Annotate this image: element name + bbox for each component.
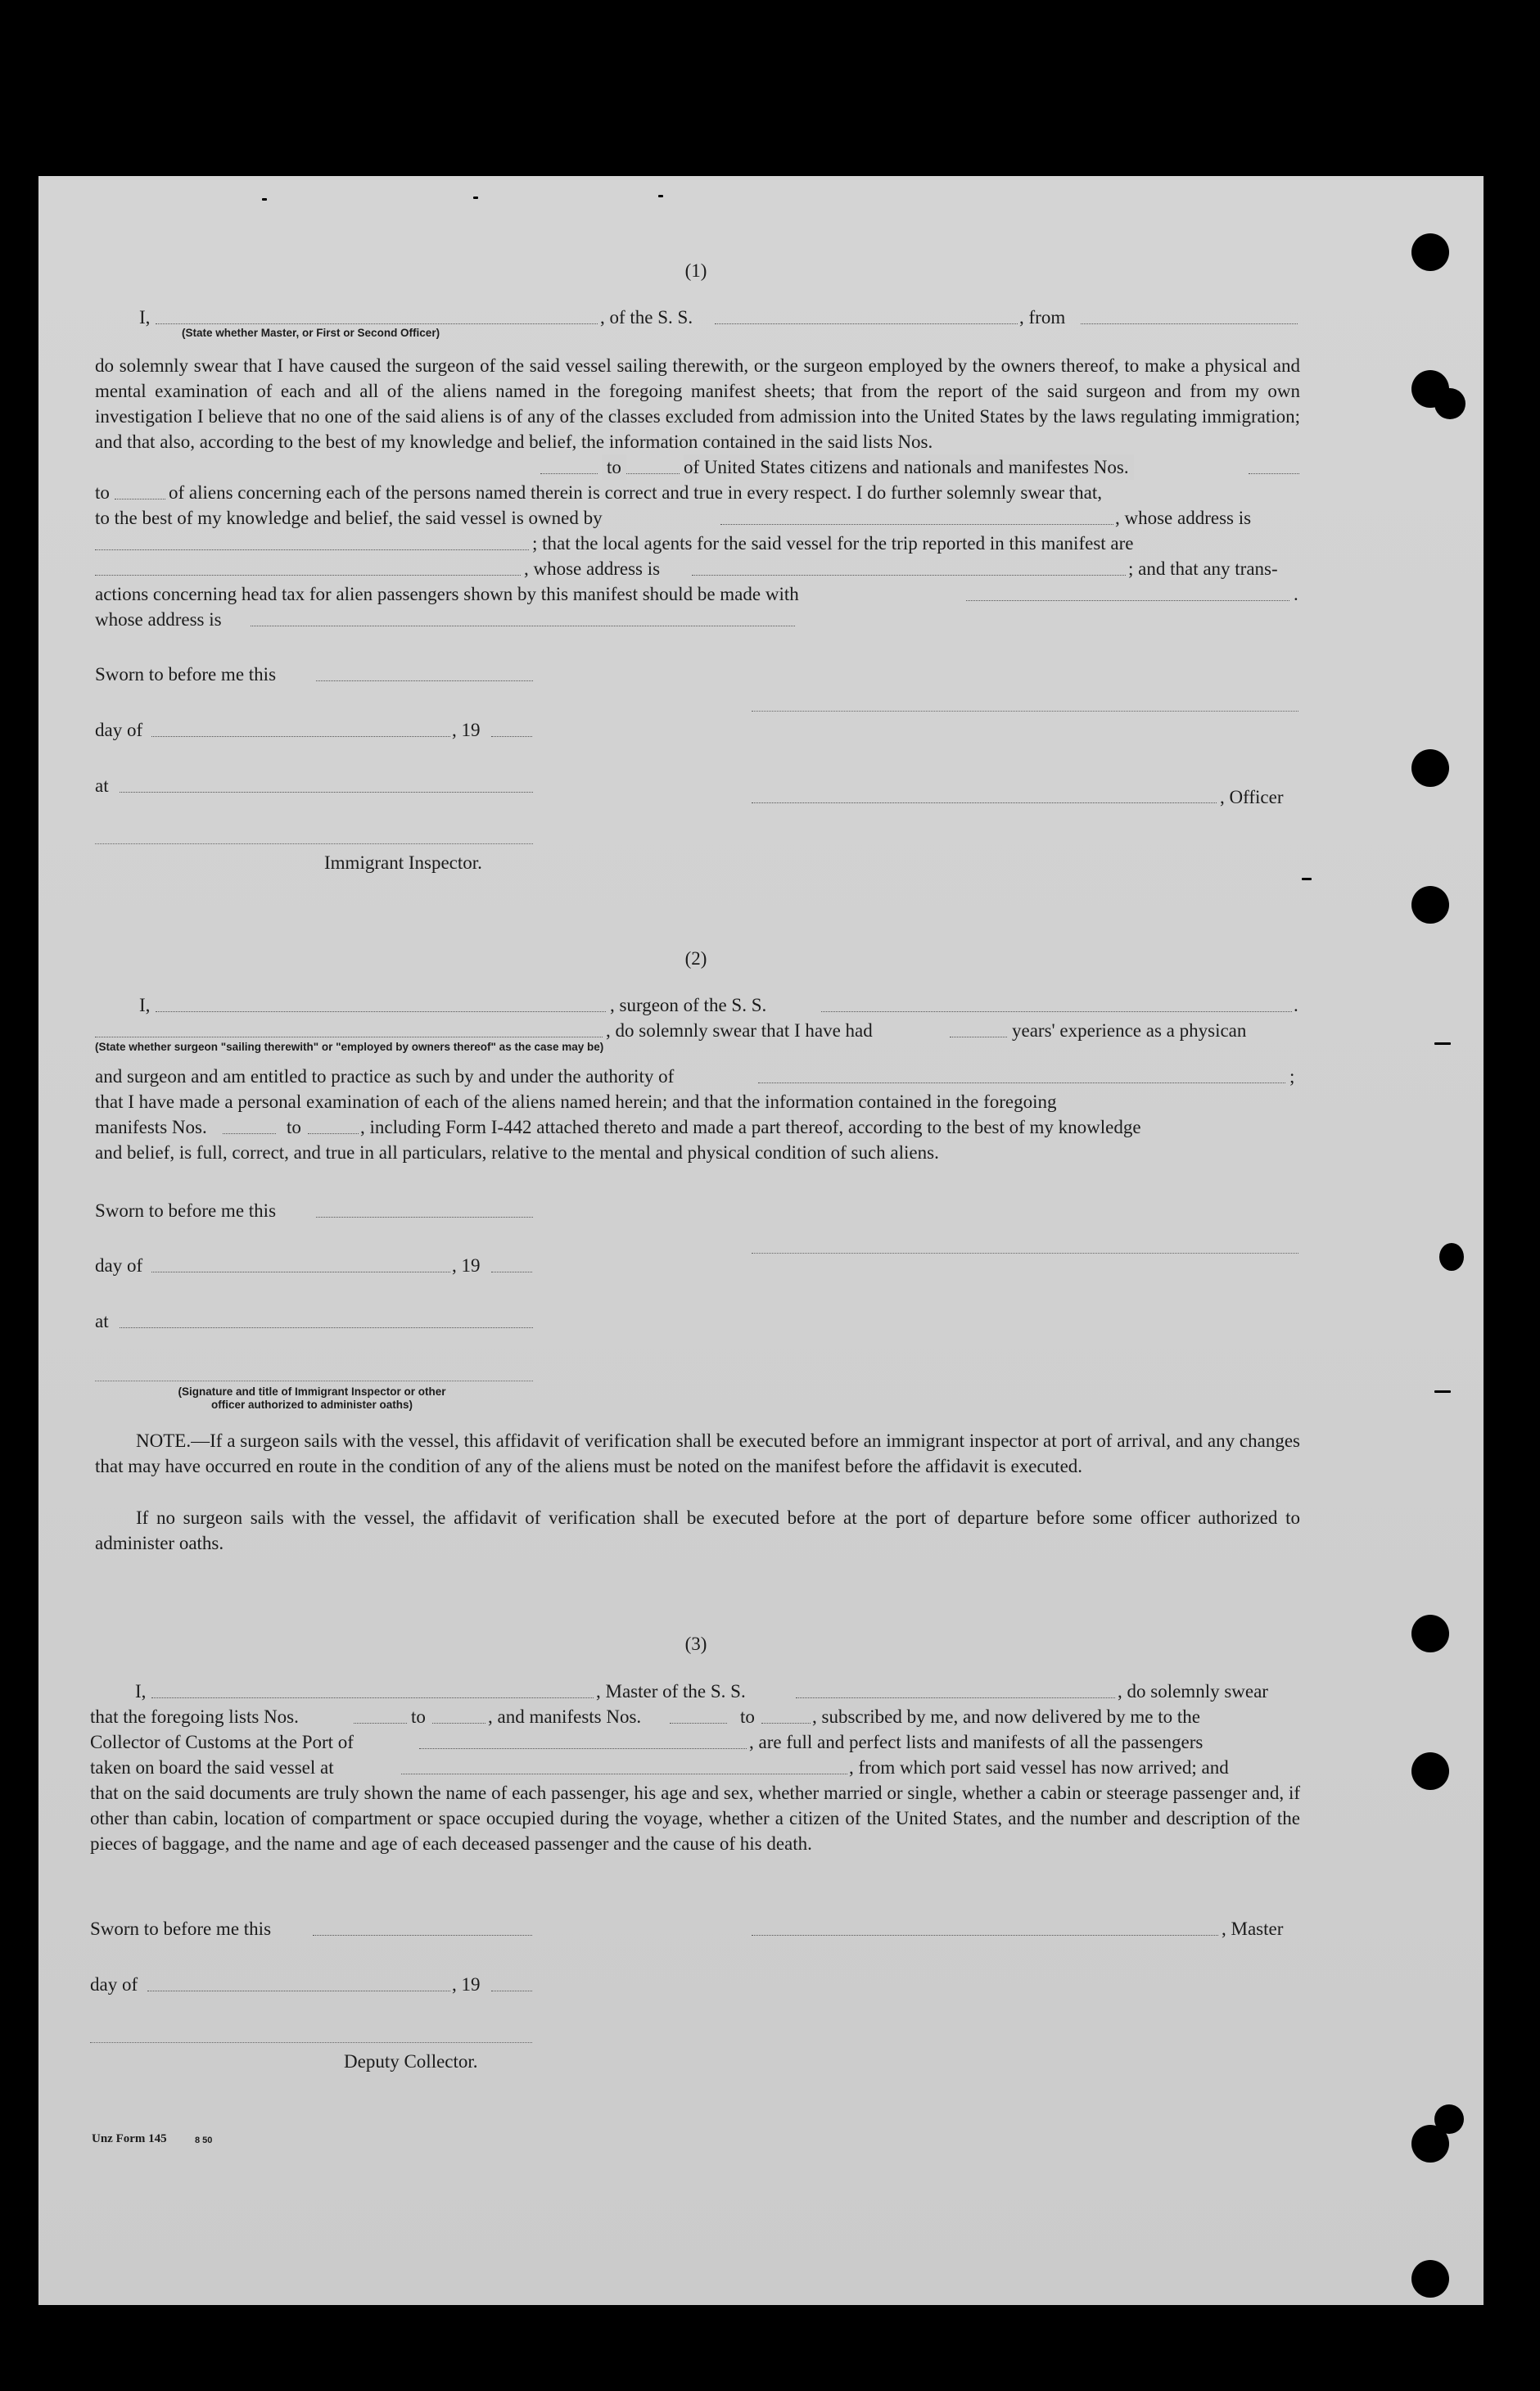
including-text: , including Form I-442 attached thereto and made a part thereof, according to the best of my knowledge	[360, 1117, 1141, 1137]
period: .	[1294, 584, 1298, 604]
sworn-label: Sworn to before me this	[95, 1200, 277, 1221]
master-name-field[interactable]	[151, 1697, 594, 1698]
do-solemnly-label: , do solemnly swear that I have had	[606, 1020, 873, 1041]
mark	[1434, 1042, 1451, 1045]
at-place-field[interactable]	[120, 792, 533, 793]
surgeon-signature-line[interactable]	[752, 1253, 1298, 1254]
taken-label: taken on board the said vessel at	[90, 1757, 334, 1778]
from-which-text: , from which port said vessel has now arrived; and	[849, 1757, 1229, 1778]
ship-name-field[interactable]	[821, 1011, 1292, 1012]
surgeon-of-label: , surgeon of the S. S.	[610, 995, 767, 1015]
manifests-nos-label: , and manifests Nos.	[488, 1706, 642, 1727]
punch-hole	[1411, 1615, 1449, 1652]
year-label: , 19	[452, 1974, 481, 1995]
of-ss-label: , of the S. S.	[600, 307, 693, 328]
ship-name-field[interactable]	[796, 1697, 1115, 1698]
sworn-label: Sworn to before me this	[95, 664, 277, 685]
owner-address-field[interactable]	[95, 549, 529, 550]
signature-line[interactable]	[752, 711, 1298, 712]
section-number: (3)	[684, 1634, 707, 1654]
punch-hole	[1411, 749, 1449, 787]
agents-address-field[interactable]	[692, 575, 1126, 576]
whose-address-label: whose address is	[95, 609, 222, 630]
mark	[473, 197, 478, 199]
form-id: Unz Form 145	[92, 2132, 167, 2145]
foregoing-label: that the foregoing lists Nos.	[90, 1706, 299, 1727]
sworn-label: Sworn to before me this	[90, 1919, 272, 1939]
i-label: I,	[139, 995, 151, 1015]
at-label: at	[95, 1311, 109, 1331]
officer-name-field[interactable]	[156, 323, 598, 324]
owned-by-label: to the best of my knowledge and belief, the said vessel is owned by	[95, 508, 603, 528]
whose-address-label: , whose address is	[524, 558, 661, 579]
mark	[262, 198, 267, 201]
master-label: , Master	[1222, 1919, 1284, 1939]
local-agents-label: ; that the local agents for the said vessel for the trip reported in this manifest are	[532, 533, 1134, 554]
deputy-signature-line[interactable]	[90, 2042, 532, 2043]
manifest-from-field[interactable]	[670, 1723, 727, 1724]
oath-paragraph: do solemnly swear that I have caused the surgeon of the said vessel sailing therewith, or the surgeon employed by the owners thereof, to make a physical and mental examination of each and all of the aliens named in the foregoing manifest sheets; that from the report of the said surgeon and from my own investigation I believe that no one of the said aliens is of any of the classes excluded from admission into the United States by the laws regulating immigration; and that also, according to the best of my knowledge and belief, the information contained in the said lists Nos.	[95, 355, 1300, 452]
citizen-list-from-field[interactable]	[540, 473, 598, 474]
punch-hole	[1434, 2104, 1464, 2134]
manifest-to-field[interactable]	[761, 1723, 811, 1724]
authority-label: and surgeon and am entitled to practice as such by and under the authority of	[95, 1066, 675, 1087]
day-of-label: day of	[95, 1255, 143, 1276]
port-field[interactable]	[419, 1748, 747, 1749]
list-to-field[interactable]	[432, 1723, 485, 1724]
actions-label: actions concerning head tax for alien passengers shown by this manifest should be made with	[95, 584, 799, 604]
inspector-signature-line[interactable]	[95, 843, 533, 844]
to-label: to	[287, 1117, 301, 1137]
from-label: , from	[1019, 307, 1066, 328]
owner-field[interactable]	[720, 524, 1113, 525]
mark	[1434, 1390, 1451, 1393]
note-paragraph: If no surgeon sails with the vessel, the affidavit of verification shall be executed before at the port of departure before some officer authorized to administer oaths.	[95, 1507, 1300, 1553]
sworn-date-field[interactable]	[313, 1935, 532, 1936]
whose-address-label: , whose address is	[1115, 508, 1252, 528]
declaration-paragraph: that on the said documents are truly shown the name of each passenger, his age and sex, whether married or single, whether a cabin or steerage passenger and, if other than cabin, location of compartment or space occupied during the voyage, whether a citizen of the United States, and the number and description of the pieces of baggage, and the name and age of each deceased passenger and the cause of his death.	[90, 1783, 1300, 1854]
day-of-field[interactable]	[151, 736, 450, 737]
to-label: to	[602, 454, 626, 480]
inspector-label: Immigrant Inspector.	[324, 852, 482, 873]
mark	[658, 195, 663, 197]
master-of-label: , Master of the S. S.	[596, 1681, 746, 1702]
section-number: (1)	[684, 260, 707, 281]
year-field[interactable]	[491, 736, 532, 737]
from-port-field[interactable]	[1081, 323, 1298, 324]
aliens-text: of aliens concerning each of the persons named therein is correct and true in every respect. I do further solemnly swear that,	[169, 482, 1102, 503]
i-label: I,	[139, 307, 151, 328]
officer-signature-field[interactable]	[752, 802, 1217, 803]
at-label: at	[95, 775, 109, 796]
signature-note-line1: (Signature and title of Immigrant Inspector or other	[178, 1385, 446, 1398]
transactions-label: ; and that any trans-	[1128, 558, 1278, 579]
punch-hole	[1434, 388, 1465, 419]
at-place-field[interactable]	[120, 1327, 533, 1328]
deputy-label: Deputy Collector.	[344, 2051, 478, 2072]
citizen-list-to-field[interactable]	[626, 473, 680, 474]
signature-note	[120, 1385, 504, 1412]
officer-note: (State whether Master, or First or Second Officer)	[182, 327, 440, 339]
punch-hole	[1411, 2260, 1449, 2298]
to-label: to	[95, 482, 110, 503]
day-of-label: day of	[90, 1974, 138, 1995]
section-number: (2)	[684, 948, 707, 969]
day-of-label: day of	[95, 720, 143, 740]
citizens-label: of United States citizens and nationals and manifestes Nos.	[684, 454, 1134, 480]
year-label: , 19	[452, 1255, 481, 1276]
to-label: to	[411, 1706, 426, 1727]
subscribed-text: , subscribed by me, and now delivered by me to the	[812, 1706, 1200, 1727]
years-label: years' experience as a physican	[1012, 1020, 1247, 1041]
punch-hole	[1411, 233, 1449, 271]
form-code: 8 50	[195, 2136, 213, 2145]
examination-text: that I have made a personal examination of each of the aliens named herein; and that the information contained in the foregoing	[95, 1092, 1057, 1112]
period: .	[1294, 995, 1298, 1015]
sworn-date-field[interactable]	[316, 680, 533, 681]
semicolon: ;	[1289, 1066, 1295, 1087]
full-lists-text: , are full and perfect lists and manifests of all the passengers	[749, 1732, 1204, 1752]
manifest-from-field[interactable]	[1249, 473, 1299, 474]
ship-name-field[interactable]	[715, 323, 1018, 324]
sworn-date-field[interactable]	[316, 1217, 533, 1218]
head-tax-party-field[interactable]	[966, 600, 1289, 601]
note-paragraph: NOTE.—If a surgeon sails with the vessel, this affidavit of verification shall be executed before an immigrant inspector at port of arrival, and any changes that may have occurred en route in the condition of any of the aliens must be noted on the manifest before the affidavit is executed.	[95, 1431, 1300, 1476]
punch-hole	[1411, 1752, 1449, 1790]
local-agents-field[interactable]	[95, 575, 521, 576]
year-label: , 19	[452, 720, 481, 740]
do-solemnly-label: , do solemnly swear	[1118, 1681, 1268, 1702]
signature-note-line2: officer authorized to administer oaths)	[210, 1399, 413, 1411]
list-from-field[interactable]	[354, 1723, 407, 1724]
mark	[1302, 878, 1312, 880]
i-label: I,	[135, 1681, 147, 1702]
punch-hole	[1411, 886, 1449, 924]
to-label: to	[740, 1706, 755, 1727]
manifest-to-field[interactable]	[308, 1133, 359, 1134]
master-signature-field[interactable]	[752, 1935, 1218, 1936]
officer-label: , Officer	[1220, 787, 1284, 807]
belief-text: and belief, is full, correct, and true in all particulars, relative to the mental and physical condition of such aliens.	[95, 1142, 939, 1163]
manifests-label: manifests Nos.	[95, 1117, 207, 1137]
punch-hole	[1439, 1243, 1464, 1271]
manifest-from-field[interactable]	[223, 1133, 276, 1134]
surgeon-name-field[interactable]	[156, 1011, 606, 1012]
collector-label: Collector of Customs at the Port of	[90, 1732, 354, 1752]
surgeon-note: (State whether surgeon "sailing therewith" or "employed by owners thereof" as the case may be)	[95, 1041, 604, 1053]
